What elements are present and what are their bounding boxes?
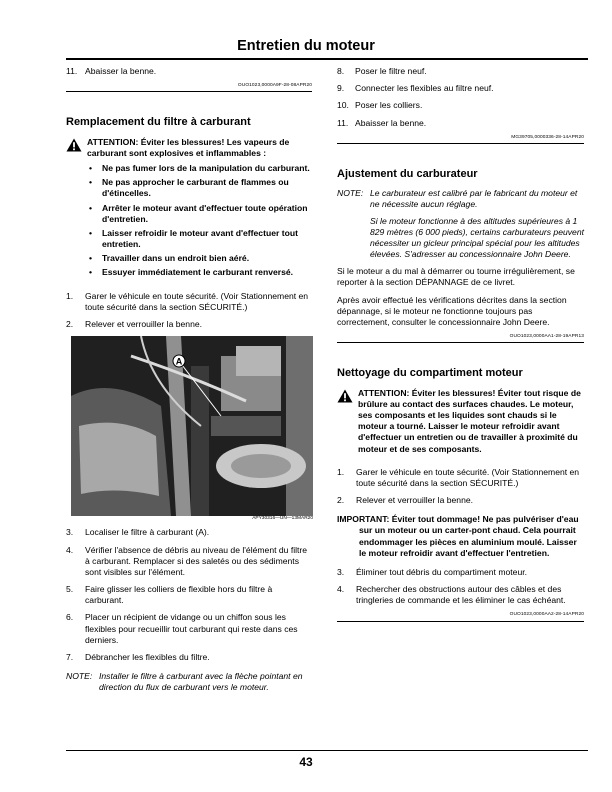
warning-text: ATTENTION: Éviter les blessures! Les vapeurs de carburant sont explosives et inflammables : [87, 136, 290, 158]
step-number: 2. [337, 495, 345, 506]
reference-code: OUO1023,0000AA2-28-14APR20 [337, 612, 584, 621]
note-block [337, 188, 584, 260]
steps-list [66, 291, 312, 331]
step-item [66, 652, 312, 663]
step-item [337, 584, 584, 606]
paragraph: Après avoir effectué les vérifications décrites dans la section dépannage, si le moteur ne fonctionne toujours pas correctement, consulter le concessionnaire John Deere. [337, 294, 567, 327]
page-number: 43 [299, 755, 313, 769]
reference-code: OUO1023,0000AA1-28-19APR13 [337, 334, 584, 343]
step-number: 11. [337, 117, 349, 128]
step-number: 1. [66, 290, 74, 301]
bullet-dot: • [89, 163, 93, 174]
left-column [66, 66, 312, 693]
step-text: Localiser le filtre à carburant (A). [85, 527, 210, 538]
reference-code: MG39705,0000336-28-14APR20 [337, 135, 584, 144]
note-label: NOTE: [66, 671, 93, 682]
fuel-filter-photo [71, 336, 313, 516]
bullet-dot: • [89, 253, 93, 264]
page-title: Entretien du moteur [237, 38, 375, 54]
step-number: 4. [337, 584, 345, 595]
warning-icon [66, 138, 82, 152]
step-item [66, 319, 312, 330]
step-text: Abaisser la benne. [355, 117, 427, 128]
bullet-item [89, 253, 312, 264]
important-notice: IMPORTANT: Éviter tout dommage! Ne pas pulvériser d'eau sur un moteur ou un carter-pont chaud. Cela pourrait endommager les pièces en aluminium moulé. Laisser le moteur refroidir avant d'effectuer l'entretien. [337, 514, 579, 558]
right-column [337, 66, 584, 622]
callout-label: A [175, 356, 183, 367]
step-item [337, 83, 584, 94]
step-number: 10. [337, 100, 349, 111]
step-text: Poser le filtre neuf. [355, 66, 427, 76]
step-number: 4. [66, 544, 74, 555]
step-text: Relever et verrouiller la benne. [356, 495, 474, 506]
step-item [66, 66, 312, 77]
bullet-list [89, 163, 312, 279]
step-item [337, 567, 584, 578]
bullet-item [89, 203, 312, 225]
paragraph: Si le moteur a du mal à démarrer ou tourne irrégulièrement, se reporter à la section DÉPANNAGE de ce livret. [337, 266, 575, 288]
bullet-text: Travailler dans un endroit bien aéré. [102, 253, 250, 264]
warning-text: ATTENTION: Éviter les blessures! Éviter tout risque de brûlure au contact des surfaces chaudes. Le moteur, ses composants et les liquides sont chauds si le moteur a tourné. Laisser le moteur refroidir avant d'effectuer un entretien ou de travailler à proximité du moteur et de ses composants. [358, 387, 581, 454]
step-text: Poser les colliers. [355, 100, 423, 111]
steps-list [337, 567, 584, 607]
step-text: Faire glisser les colliers de flexible hors du filtre à carburant. [85, 584, 273, 606]
bullet-item [89, 228, 312, 250]
section-title: Remplacement du filtre à carburant [66, 116, 251, 129]
step-text: Garer le véhicule en toute sécurité. (Voir Stationnement en toute sécurité dans la section SÉCURITÉ.) [85, 290, 309, 312]
step-number: 9. [337, 83, 345, 94]
step-item [66, 612, 312, 646]
step-item [66, 527, 312, 538]
step-item [337, 66, 584, 77]
step-text: Abaisser la benne. [85, 66, 157, 76]
step-number: 5. [66, 584, 74, 595]
steps-list [66, 527, 312, 663]
step-text: Éliminer tout débris du compartiment moteur. [356, 566, 527, 577]
step-number: 11. [66, 66, 78, 76]
title-divider [66, 58, 588, 60]
note-text: Installer le filtre à carburant avec la flèche pointant en direction du flux de carburant vers le moteur. [99, 671, 303, 693]
bullet-text: Ne pas approcher le carburant de flammes ou d'étincelles. [102, 177, 289, 199]
step-item [66, 545, 312, 579]
step-number: 2. [66, 318, 74, 329]
step-item [337, 495, 584, 506]
step-text: Relever et verrouiller la benne. [85, 318, 203, 329]
bullet-item [89, 177, 312, 199]
bullet-text: Laisser refroidir le moteur avant d'effectuer tout entretien. [102, 227, 298, 250]
note-text: Le carburateur est calibré par le fabricant du moteur et ne nécessite aucun réglage. [370, 188, 578, 210]
bullet-text: Ne pas fumer lors de la manipulation du carburant. [102, 163, 310, 174]
section-title: Nettoyage du compartiment moteur [337, 367, 523, 380]
note-text: Si le moteur fonctionne à des altitudes supérieures à 1 829 mètres (6 000 pieds), certains carburateurs peuvent nécessiter un gicleur principal spécial pour les altitudes élevées. S'adresser au concessionnaire John Deere. [370, 215, 585, 260]
warning-block [337, 388, 584, 455]
step-number: 8. [337, 66, 345, 76]
step-text: Rechercher des obstructions autour des câbles et des tringleries de commande et les éliminer le cas échéant. [356, 584, 566, 606]
steps-list [337, 66, 584, 129]
bullet-text: Essuyer immédiatement le carburant renversé. [102, 267, 294, 278]
step-text: Placer un récipient de vidange ou un chiffon sous les flexibles pour recueillir tout carburant qui reste dans ces derniers. [85, 612, 298, 645]
step-number: 3. [66, 527, 74, 538]
step-item [66, 291, 312, 313]
step-item [337, 118, 584, 129]
step-number: 3. [337, 566, 345, 577]
step-item [66, 584, 312, 606]
bullet-dot: • [89, 267, 93, 278]
step-number: 6. [66, 612, 74, 623]
warning-icon [337, 389, 353, 403]
engine-compartment-illustration [71, 336, 313, 516]
section-title: Ajustement du carburateur [337, 167, 478, 180]
note-label: NOTE: [337, 188, 364, 199]
bullet-dot: • [89, 227, 93, 238]
reference-code: OUO1023,0000A9F-28-08APR20 [66, 83, 312, 92]
step-text: Garer le véhicule en toute sécurité. (Voir Stationnement en toute sécurité dans la section SÉCURITÉ.) [356, 466, 580, 488]
steps-list [337, 467, 584, 507]
bullet-dot: • [89, 177, 93, 188]
bullet-dot: • [89, 202, 93, 213]
step-number: 7. [66, 651, 74, 662]
step-item [337, 100, 584, 111]
step-item [337, 467, 584, 489]
note-block [66, 671, 312, 693]
warning-block [66, 137, 312, 279]
step-text: Vérifier l'absence de débris au niveau de l'élément du filtre à carburant. Remplacer si des saletés ou des sédiments sont visibles sur l'élément. [85, 544, 308, 577]
figure-caption: APY30316—UN—13MAR20 [252, 516, 313, 522]
bullet-text: Arrêter le moteur avant d'effectuer toute opération d'entretien. [102, 202, 308, 224]
bullet-item [89, 267, 312, 278]
step-text: Connecter les flexibles au filtre neuf. [355, 83, 494, 94]
footer-divider [66, 750, 588, 751]
bullet-item [89, 163, 312, 174]
step-text: Débrancher les flexibles du filtre. [85, 651, 210, 662]
step-number: 1. [337, 466, 345, 477]
